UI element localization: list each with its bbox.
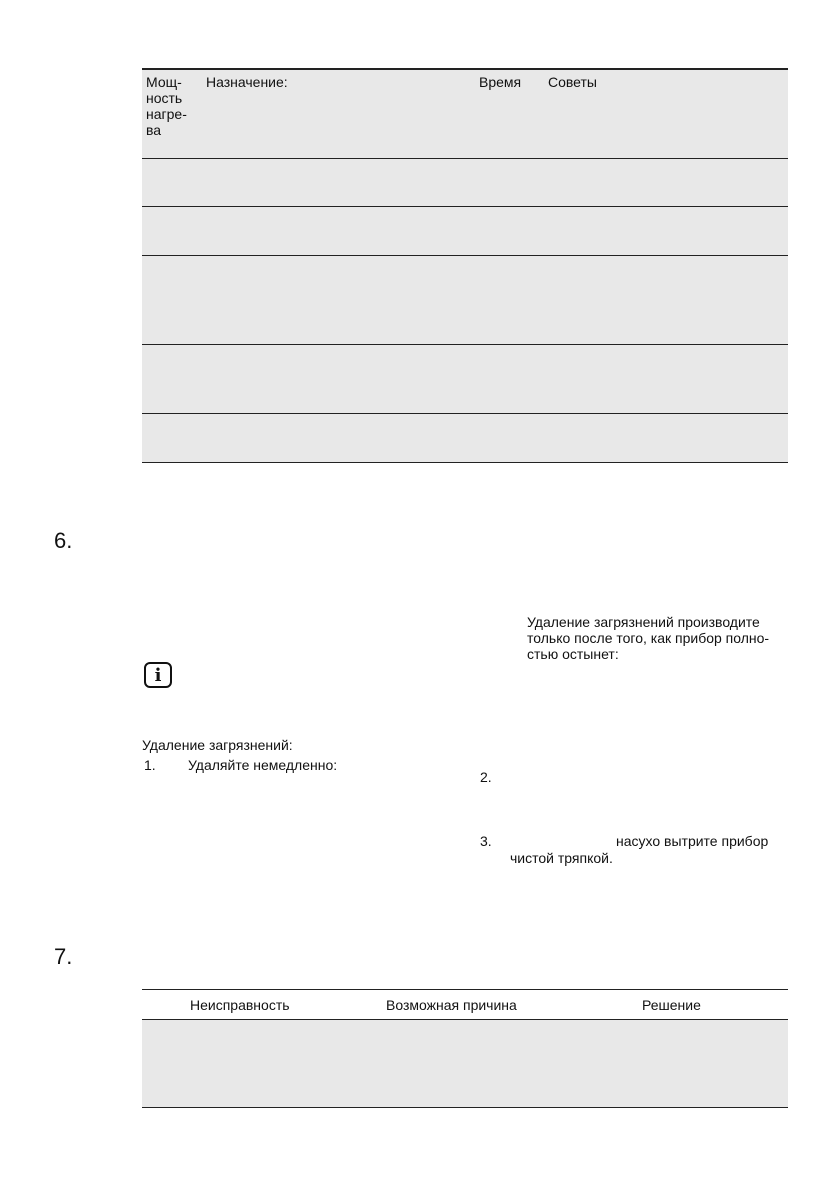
table-row (142, 345, 788, 413)
step-3-text: насухо вытрите прибор (616, 833, 769, 849)
step-1-text: Удаляйте немедленно: (188, 757, 338, 773)
step-3-number: 3. (480, 833, 492, 849)
table-top-rule (142, 989, 788, 990)
header-cause: Возможная причина (386, 997, 517, 1013)
info-icon: i (144, 662, 172, 688)
cleaning-label: Удаление загрязнений: (142, 737, 293, 753)
table-row (142, 1020, 788, 1107)
header-power: Мощ- ность нагре- ва (146, 74, 187, 138)
header-tips: Советы (548, 74, 597, 90)
step-3-text-2: чистой тряпкой. (510, 850, 613, 866)
table-bottom-rule (142, 462, 788, 463)
step-1-number: 1. (144, 757, 156, 773)
table-row (142, 159, 788, 206)
section-7-number: 7. (54, 944, 73, 969)
table-row (142, 414, 788, 462)
header-time: Время (479, 74, 522, 90)
section-6-note: Удаление загрязнений производите только после того, как прибор полно- стью остынет: (527, 614, 770, 662)
heat-table (142, 68, 788, 464)
header-solution: Решение (642, 997, 701, 1013)
table-row (142, 256, 788, 344)
table-bottom-rule (142, 1107, 788, 1108)
header-fault: Неисправность (190, 997, 290, 1013)
step-2-number: 2. (480, 769, 492, 785)
table-row (142, 207, 788, 255)
troubleshooting-table (142, 989, 788, 1110)
header-purpose: Назначение: (206, 74, 288, 90)
section-6-number: 6. (54, 528, 73, 553)
